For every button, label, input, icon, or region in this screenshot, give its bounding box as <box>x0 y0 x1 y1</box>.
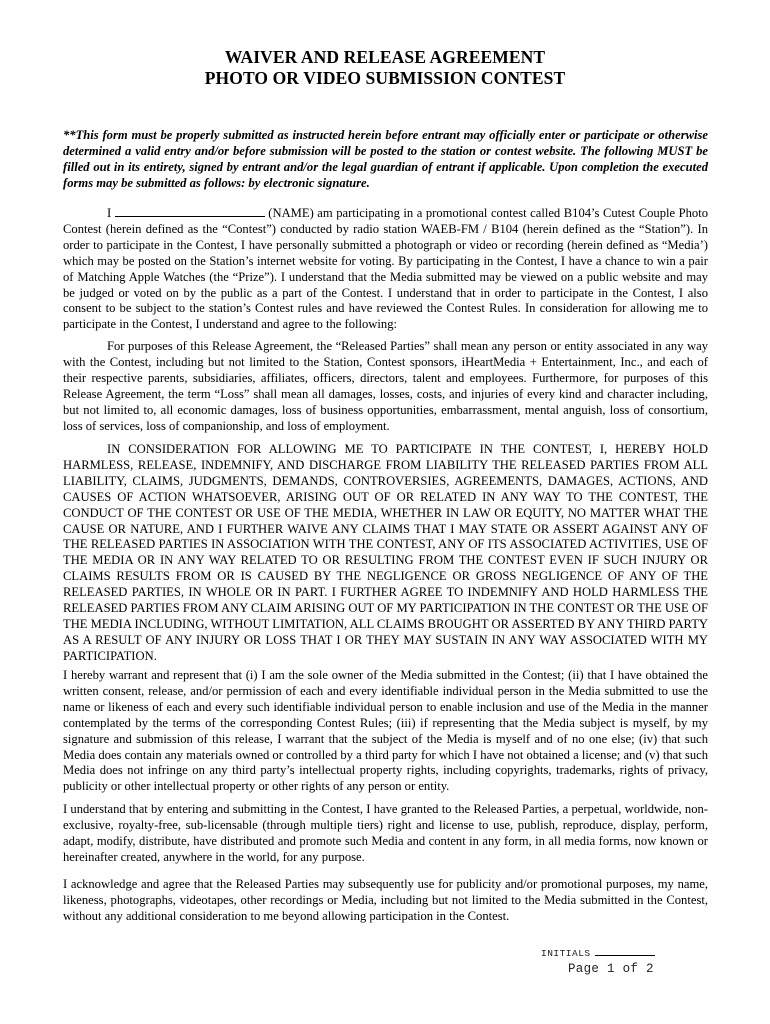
publicity-text: I acknowledge and agree that the Released Parties may subsequently use for publicity and/or promotional purposes, my name, likeness, photographs, videotapes, other recordings or Media, including but not limited to the Media submitted in the Contest, without any additional consideration to me beyond allowing participation in the Contest. <box>63 877 708 923</box>
instructions-text: **This form must be properly submitted as instructed herein before entrant may officially enter or participate or otherwise determined a valid entry and/or before submission will be posted to the station or contest website. The following MUST be filled out in its entirety, signed by entrant and/or the legal guardian of entrant if applicable. Upon completion the executed forms may be submitted as follows: by electronic signature. <box>63 128 708 190</box>
initials-field <box>541 947 655 959</box>
publicity-paragraph <box>63 877 708 925</box>
page-number: Page 1 of 2 <box>568 962 654 976</box>
warranty-paragraph <box>63 668 708 795</box>
instructions-paragraph <box>63 128 708 192</box>
participant-text-rest: (NAME) am participating in a promotional contest called B104’s Cutest Couple Photo Contest (herein defined as the “Contest”) conducted by radio station WAEB-FM / B104 (herein defined as the “Station”). In order to participate in the Contest, I have personally submitted a photograph or video or recording (herein defined as “Media’) which may be posted on the Station’s internet website for voting. By participating in the Contest, I have a chance to win a pair of Matching Apple Watches (the “Prize”). I understand that the Media submitted may be viewed on a public website and may be judged or voted on by the public as a part of the Contest. I understand that in order to participate in the Contest, I also consent to be subject to the station’s Contest rules and have reviewed the Contest Rules. In consideration for allowing me to participate in the Contest, I understand and agree to the following: <box>63 206 709 332</box>
title-line-1: WAIVER AND RELEASE AGREEMENT <box>224 47 546 67</box>
release-text: IN CONSIDERATION FOR ALLOWING ME TO PARTICIPATE IN THE CONTEST, I, HEREBY HOLD HARMLESS, RELEASE, INDEMNIFY, AND DISCHARGE FROM LIABILITY THE RELEASED PARTIES FROM ALL LIABILITY, CLAIMS, JUDGMENTS, DEMANDS, CONTROVERSIES, AGREEMENTS, DAMAGES, ACTIONS, AND CAUSES OF ACTION WHATSOEVER, ARISING OUT OF OR RELATED IN ANY WAY TO THE CONTEST, THE CONDUCT OF THE CONTEST OR USE OF THE MEDIA, WHETHER IN LAW OR EQUITY, NO MATTER WHAT THE CAUSE OR NATURE, AND I FURTHER WAIVE ANY CLAIMS THAT I MAY STATE OR ASSERT AGAINST ANY OF THE RELEASED PARTIES IN ASSOCIATION WITH THE CONTEST, ANY OF ITS ASSOCIATED ACTIVITIES, USE OF THE MEDIA OR IN ANY WAY RELATED TO OR RESULTING FROM THE CONTEST EVEN IF SUCH INJURY OR CLAIMS RESULTS FROM OR IS CAUSED BY THE NEGLIGENCE OR GROSS NEGLIGENCE OF ANY OF THE RELEASED PARTIES, IN WHOLE OR IN PART. I FURTHER AGREE TO INDEMNIFY AND HOLD HARMLESS THE RELEASED PARTIES FROM ANY CLAIM ARISING OUT OF MY PARTICIPATION IN THE CONTEST OR THE USE OF THE MEDIA INCLUDING, WITHOUT LIMITATION, ALL CLAIMS BROUGHT OR ASSERTED BY ANY THIRD PARTY AS A RESULT OF ANY INJURY OR LOSS THAT I OR THEY MAY SUSTAIN IN ANY WAY ASSOCIATED WITH MY PARTICIPATION. <box>63 442 708 663</box>
name-input-line[interactable] <box>115 205 265 217</box>
definitions-text: For purposes of this Release Agreement, the “Released Parties” shall mean any person or entity associated in any way with the Contest, including but not limited to the Station, Contest sponsors, iHeartMedia + Entertainment, Inc., and each of their respective parents, subsidiaries, affiliates, officers, directors, talent and employees. Furthermore, for purposes of this Release Agreement, the term “Loss” shall mean all damages, losses, costs, and injuries of every kind and character including, but not limited to, all economic damages, loss of business opportunities, embarrassment, mental anguish, loss of consortium, loss of services, loss of companionship, and loss of employment. <box>63 339 708 433</box>
participant-text <box>63 205 708 333</box>
document-title <box>0 47 770 89</box>
license-text: I understand that by entering and submitting in the Contest, I have granted to the Released Parties, a perpetual, worldwide, non-exclusive, royalty-free, sub-licensable (through multiple tiers) right and license to use, publish, reproduce, display, perform, adapt, modify, distribute, have distributed and promote such Media and content in any form, in all media forms, now known or hereinafter created, anywhere in the world, for any purpose. <box>63 802 708 864</box>
pronoun-i: I <box>107 206 112 220</box>
title-line-2: PHOTO OR VIDEO SUBMISSION CONTEST <box>204 68 566 88</box>
participant-paragraph <box>63 205 708 333</box>
release-paragraph <box>63 442 708 665</box>
warranty-text: I hereby warrant and represent that (i) I am the sole owner of the Media submitted in the Contest; (ii) that I have obtained the written consent, release, and/or permission of each and every identifiable individual person in the Media submitted to use the name or likeness of each and every such identifiable individual person to enable inclusion and use of the Media in the manner contemplated by the terms of the corresponding Contest Rules; (iii) if representing that the Media subject is myself, by my signature and submission of this release, I warrant that the subject of the Media is myself and of no one else; (iv) that such Media does contain any materials owned or controlled by a third party for which I have not obtained a license; and (v) that such Media does not infringe on any third party’s intellectual property rights, including copyrights, trademarks, rights of privacy, publicity or other intellectual property or other rights of any person or entity. <box>63 668 708 794</box>
license-paragraph <box>63 802 708 866</box>
definitions-paragraph <box>63 339 708 434</box>
initials-input-line[interactable] <box>595 947 655 956</box>
initials-label: INITIALS <box>541 948 591 959</box>
